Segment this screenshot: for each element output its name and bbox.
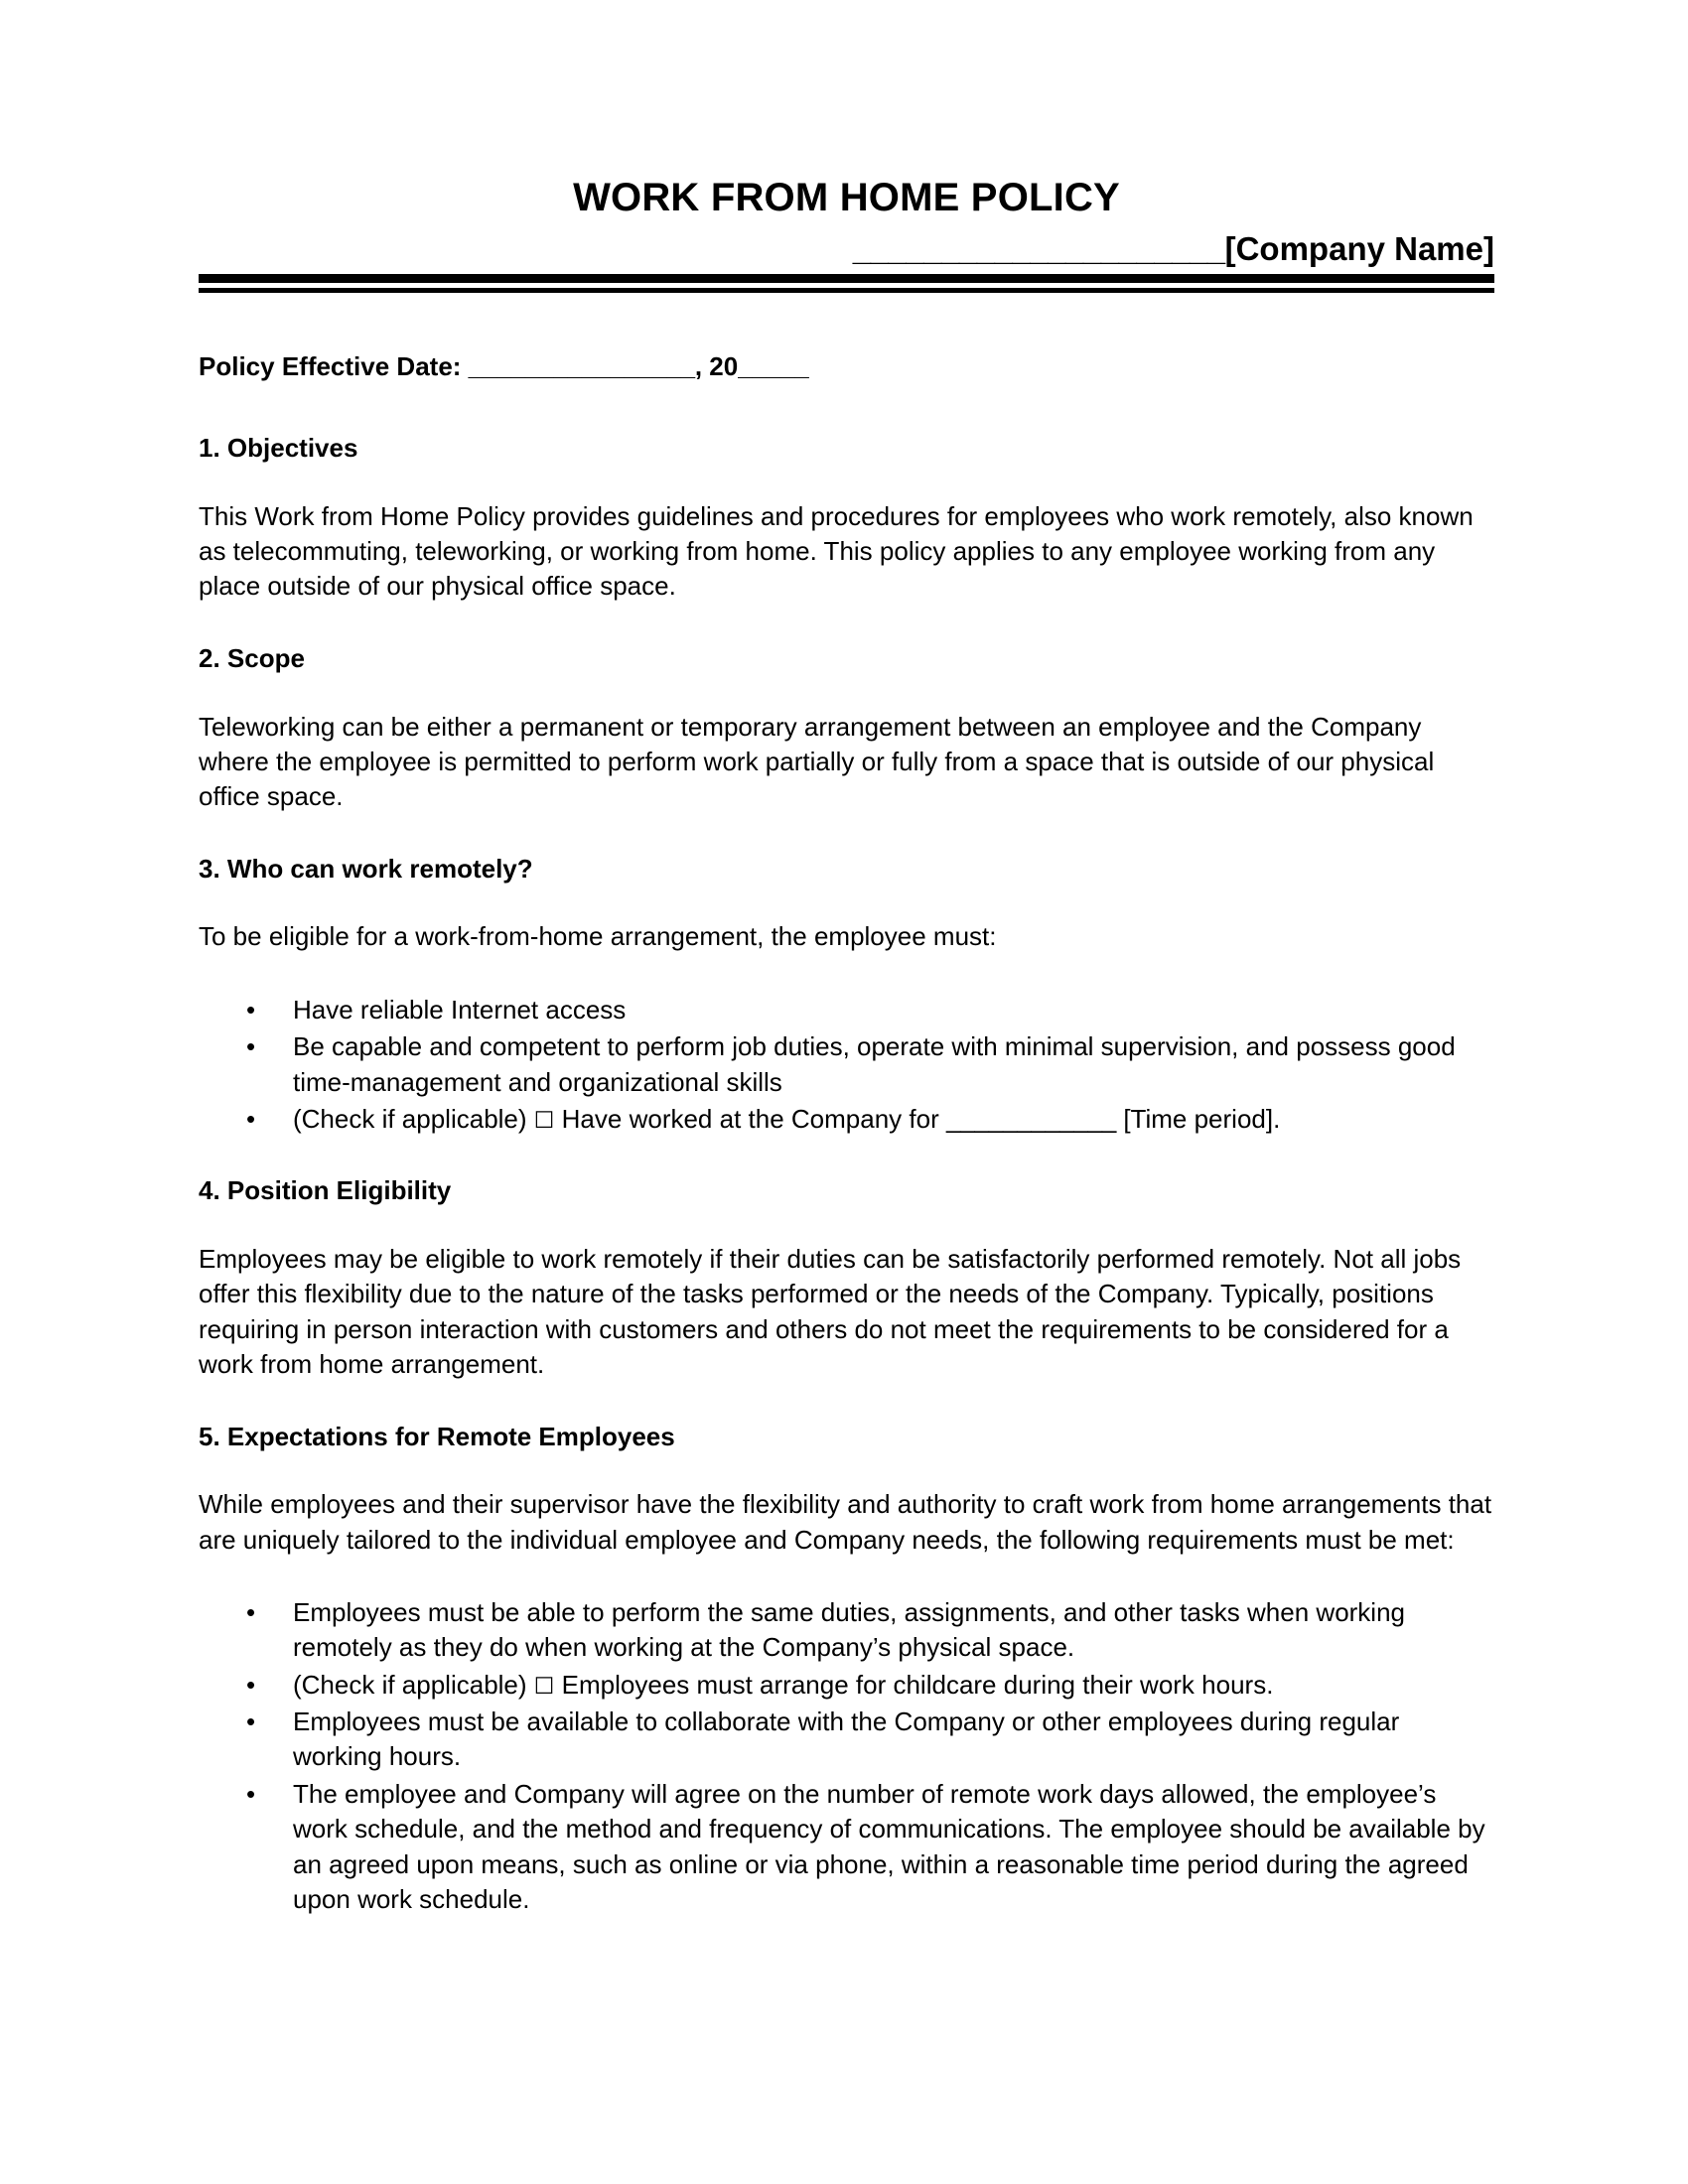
bullet-icon: •	[246, 1669, 256, 1700]
list-item-text: Be capable and competent to perform job duties, operate with minimal supervision, and possess good time-management and organizational skills	[293, 1031, 1456, 1097]
section-heading-objectives: 1. Objectives	[199, 432, 358, 463]
company-name-line	[199, 231, 1494, 268]
header-double-rule	[199, 274, 1494, 293]
bullet-icon: •	[246, 1778, 256, 1809]
section-paragraph-position-eligibility: Employees may be eligible to work remotely if their duties can be satisfactorily performed remotely. Not all jobs offer this flexibility due to the nature of the tasks performed or the needs of the Company. Typically, positions requiring in person interaction with customers and others do not meet the requirements to be considered for a work from home arrangement.	[199, 1244, 1462, 1380]
expectations-bullet-list	[199, 1595, 1494, 1917]
bullet-icon: •	[246, 1031, 256, 1062]
bullet-icon: •	[246, 1597, 256, 1628]
company-name-blank[interactable]: _____________________	[852, 230, 1225, 268]
section-heading-expectations-for-remote-employees: 5. Expectations for Remote Employees	[199, 1421, 675, 1451]
section-heading-who-can-work-remotely: 3. Who can work remotely?	[199, 853, 533, 884]
document-header	[199, 0, 1494, 293]
list-item-text: Have reliable Internet access	[293, 994, 627, 1024]
section-paragraph-objectives: This Work from Home Policy provides guidelines and procedures for employees who work remotely, also known as telecommuting, teleworking, or working from home. This policy applies to any employee working from any place outside of our physical office space.	[199, 500, 1474, 602]
section-paragraph-who-can-work-remotely: To be eligible for a work-from-home arrangement, the employee must:	[199, 921, 997, 952]
time-period-blank[interactable]: ____________	[945, 1103, 1117, 1134]
policy-effective-date-line	[199, 350, 1494, 384]
list-item	[199, 1777, 1494, 1917]
company-name-placeholder: [Company Name]	[1224, 230, 1494, 268]
effective-date-label: Policy Effective Date:	[199, 351, 462, 382]
section-paragraph-expectations-for-remote-employees: While employees and their supervisor have the flexibility and authority to craft work from home arrangements that are uniquely tailored to the individual employee and Company needs, the following requirements must be met:	[199, 1489, 1492, 1555]
section-heading-position-eligibility: 4. Position Eligibility	[199, 1175, 452, 1206]
document-body	[199, 293, 1494, 1917]
list-item	[199, 1029, 1494, 1100]
effective-date-year-blank[interactable]: _____	[738, 351, 809, 382]
check-if-applicable-label: (Check if applicable)	[293, 1103, 527, 1134]
list-item	[199, 993, 1494, 1027]
list-item-text: Employees must be available to collaborate with the Company or other employees during regular working hours.	[293, 1706, 1400, 1772]
list-item	[199, 1668, 1494, 1703]
effective-date-blank[interactable]: ________________	[468, 351, 695, 382]
bullet-icon: •	[246, 1706, 256, 1737]
section-heading-scope: 2. Scope	[199, 642, 305, 673]
checkbox-icon[interactable]: ☐	[533, 1107, 555, 1134]
time-period-placeholder: [Time period].	[1123, 1103, 1281, 1134]
list-item	[199, 1102, 1494, 1137]
header-rule-thick	[199, 274, 1494, 283]
list-item-text: Have worked at the Company for	[561, 1103, 939, 1134]
section-paragraph-scope: Teleworking can be either a permanent or temporary arrangement between an employee and the Company where the employee is permitted to perform work partially or fully from a space that is outside of our physical office space.	[199, 711, 1435, 812]
checkbox-icon[interactable]: ☐	[533, 1673, 555, 1700]
list-item-text: Employees must be able to perform the same duties, assignments, and other tasks when working remotely as they do when working at the Company’s physical space.	[293, 1597, 1406, 1663]
list-item	[199, 1595, 1494, 1666]
eligibility-bullet-list	[199, 993, 1494, 1137]
check-if-applicable-label: (Check if applicable)	[293, 1669, 527, 1700]
page-title: WORK FROM HOME POLICY	[573, 176, 1120, 219]
list-item	[199, 1705, 1494, 1775]
bullet-icon: •	[246, 994, 256, 1024]
effective-date-year-prefix: , 20	[694, 351, 739, 382]
document-content	[199, 0, 1494, 1955]
list-item-text: The employee and Company will agree on the number of remote work days allowed, the employee’s work schedule, and the method and frequency of communications. The employee should be available by an agreed upon means, such as online or via phone, within a reasonable time period during the agreed upon work schedule.	[293, 1778, 1485, 1914]
bullet-icon: •	[246, 1103, 256, 1134]
list-item-text: Employees must arrange for childcare during their work hours.	[561, 1669, 1274, 1700]
